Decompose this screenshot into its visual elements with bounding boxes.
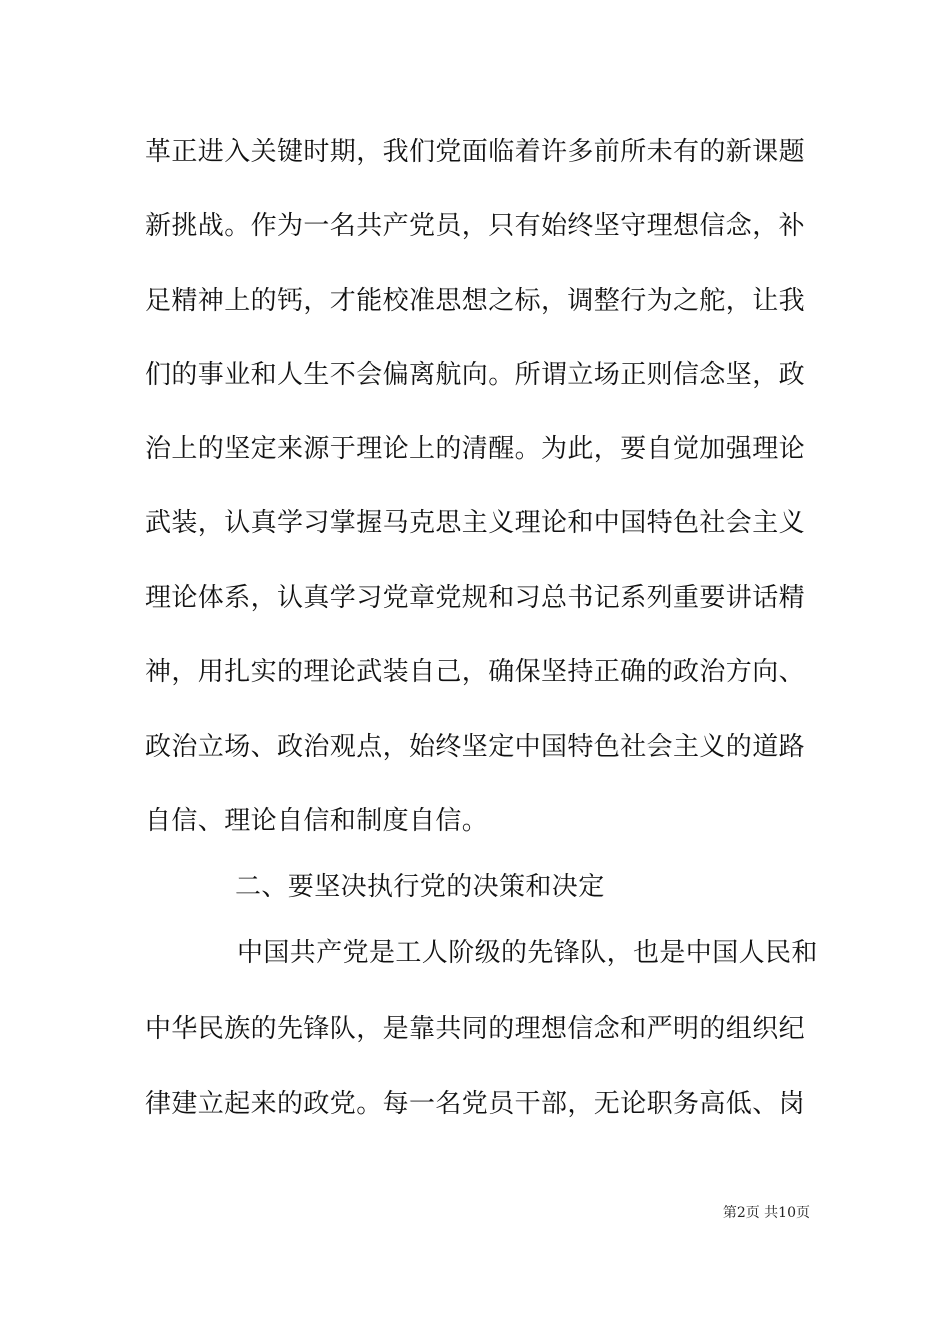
- body-text-line: 们的事业和人生不会偏离航向。所谓立场正则信念坚，政: [145, 360, 806, 390]
- body-text-line: 新挑战。作为一名共产党员，只有始终坚守理想信念，补: [145, 211, 806, 241]
- page-number: 第2页 共10页: [722, 1205, 810, 1221]
- body-text-line: 政治立场、政治观点，始终坚定中国特色社会主义的道路: [145, 732, 806, 762]
- body-text-line: 理论体系，认真学习党章党规和习总书记系列重要讲话精: [145, 583, 806, 613]
- body-text-line: 自信、理论自信和制度自信。: [145, 806, 489, 836]
- body-text-line: 革正进入关键时期，我们党面临着许多前所未有的新课题: [145, 137, 806, 167]
- body-text-line: 足精神上的钙，才能校准思想之标，调整行为之舵，让我: [145, 286, 806, 316]
- body-text-line: 武装，认真学习掌握马克思主义理论和中国特色社会主义: [145, 508, 806, 538]
- body-text-line: 神，用扎实的理论武装自己，确保坚持正确的政治方向、: [145, 657, 806, 687]
- body-text-line: 中国共产党是工人阶级的先锋队，也是中国人民和: [237, 938, 818, 968]
- body-text-line: 治上的坚定来源于理论上的清醒。为此，要自觉加强理论: [145, 434, 806, 464]
- body-text-line: 律建立起来的政党。每一名党员干部，无论职务高低、岗: [145, 1089, 806, 1119]
- section-heading: 二、要坚决执行党的决策和决定: [235, 872, 605, 902]
- body-text-line: 中华民族的先锋队，是靠共同的理想信念和严明的组织纪: [145, 1014, 806, 1044]
